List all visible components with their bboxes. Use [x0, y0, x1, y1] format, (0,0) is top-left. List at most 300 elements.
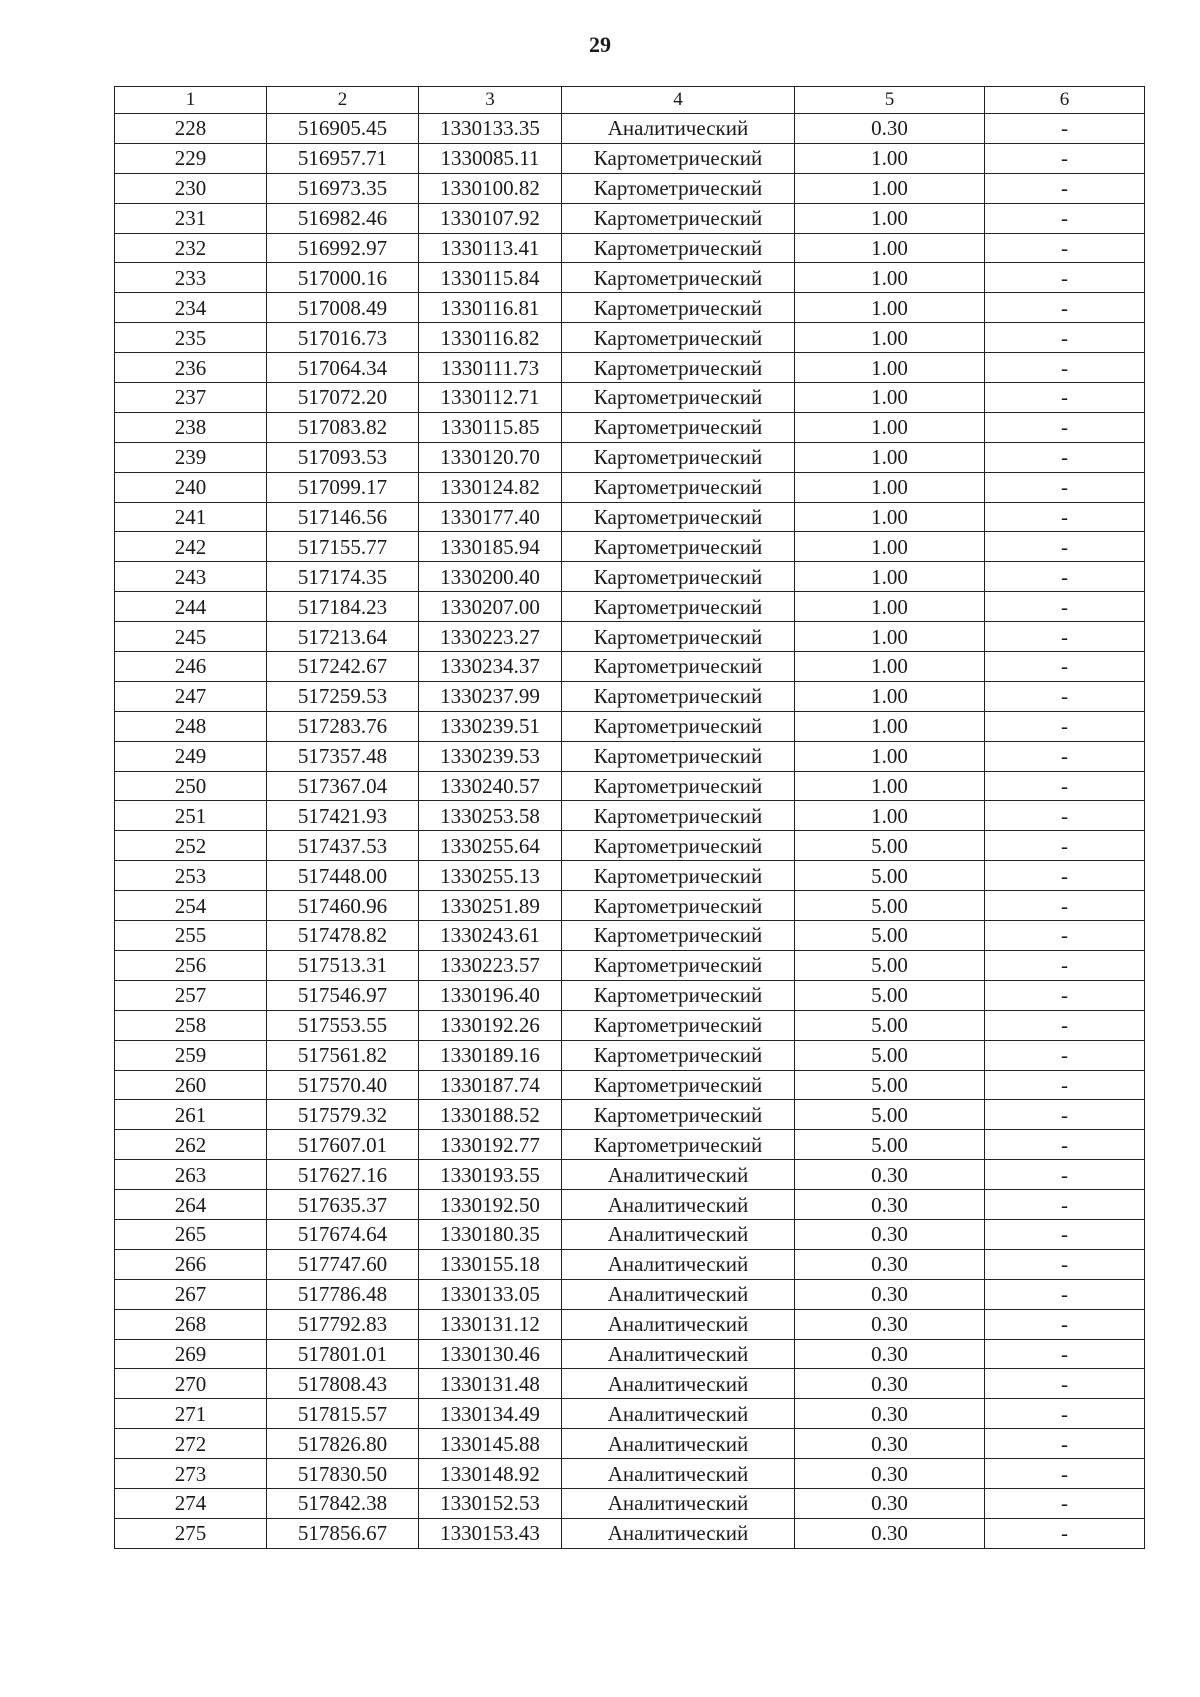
- description-cell: -: [985, 532, 1145, 562]
- x-coordinate-cell: 517437.53: [267, 831, 419, 861]
- accuracy-cell: 0.30: [795, 1459, 985, 1489]
- point-number-cell: 239: [115, 442, 267, 472]
- description-cell: -: [985, 771, 1145, 801]
- table-row: [115, 1130, 1145, 1160]
- method-cell: Картометрический: [562, 891, 795, 921]
- table-row: [115, 950, 1145, 980]
- method-cell: Аналитический: [562, 114, 795, 144]
- method-cell: Картометрический: [562, 861, 795, 891]
- method-cell: Картометрический: [562, 801, 795, 831]
- table-row: [115, 1040, 1145, 1070]
- table-row: [115, 681, 1145, 711]
- y-coordinate-cell: 1330193.55: [419, 1160, 562, 1190]
- y-coordinate-cell: 1330131.48: [419, 1369, 562, 1399]
- x-coordinate-cell: 517842.38: [267, 1488, 419, 1518]
- description-cell: -: [985, 741, 1145, 771]
- table-row: [115, 562, 1145, 592]
- point-number-cell: 265: [115, 1219, 267, 1249]
- method-cell: Картометрический: [562, 950, 795, 980]
- x-coordinate-cell: 517000.16: [267, 263, 419, 293]
- table-row: [115, 980, 1145, 1010]
- method-cell: Картометрический: [562, 353, 795, 383]
- x-coordinate-cell: 517448.00: [267, 861, 419, 891]
- description-cell: -: [985, 173, 1145, 203]
- point-number-cell: 246: [115, 652, 267, 682]
- x-coordinate-cell: 516905.45: [267, 114, 419, 144]
- y-coordinate-cell: 1330148.92: [419, 1459, 562, 1489]
- table-row: [115, 1249, 1145, 1279]
- accuracy-cell: 1.00: [795, 681, 985, 711]
- accuracy-cell: 1.00: [795, 592, 985, 622]
- description-cell: -: [985, 1339, 1145, 1369]
- description-cell: -: [985, 1070, 1145, 1100]
- column-header-5: 5: [795, 87, 985, 114]
- method-cell: Картометрический: [562, 502, 795, 532]
- accuracy-cell: 0.30: [795, 1518, 985, 1548]
- description-cell: -: [985, 1459, 1145, 1489]
- x-coordinate-cell: 517460.96: [267, 891, 419, 921]
- point-number-cell: 272: [115, 1429, 267, 1459]
- y-coordinate-cell: 1330112.71: [419, 383, 562, 413]
- x-coordinate-cell: 517155.77: [267, 532, 419, 562]
- method-cell: Картометрический: [562, 921, 795, 951]
- description-cell: -: [985, 1010, 1145, 1040]
- y-coordinate-cell: 1330239.53: [419, 741, 562, 771]
- method-cell: Аналитический: [562, 1518, 795, 1548]
- method-cell: Аналитический: [562, 1279, 795, 1309]
- y-coordinate-cell: 1330120.70: [419, 442, 562, 472]
- table-row: [115, 353, 1145, 383]
- x-coordinate-cell: 517561.82: [267, 1040, 419, 1070]
- accuracy-cell: 5.00: [795, 891, 985, 921]
- accuracy-cell: 0.30: [795, 1160, 985, 1190]
- x-coordinate-cell: 517635.37: [267, 1190, 419, 1220]
- accuracy-cell: 1.00: [795, 472, 985, 502]
- table-row: [115, 622, 1145, 652]
- point-number-cell: 242: [115, 532, 267, 562]
- point-number-cell: 238: [115, 412, 267, 442]
- method-cell: Картометрический: [562, 472, 795, 502]
- point-number-cell: 232: [115, 233, 267, 263]
- y-coordinate-cell: 1330134.49: [419, 1399, 562, 1429]
- description-cell: -: [985, 1309, 1145, 1339]
- description-cell: -: [985, 1488, 1145, 1518]
- description-cell: -: [985, 114, 1145, 144]
- accuracy-cell: 0.30: [795, 1219, 985, 1249]
- method-cell: Картометрический: [562, 1040, 795, 1070]
- y-coordinate-cell: 1330133.35: [419, 114, 562, 144]
- accuracy-cell: 1.00: [795, 801, 985, 831]
- x-coordinate-cell: 517815.57: [267, 1399, 419, 1429]
- y-coordinate-cell: 1330124.82: [419, 472, 562, 502]
- method-cell: Картометрический: [562, 711, 795, 741]
- method-cell: Аналитический: [562, 1160, 795, 1190]
- accuracy-cell: 1.00: [795, 532, 985, 562]
- description-cell: -: [985, 1429, 1145, 1459]
- point-number-cell: 255: [115, 921, 267, 951]
- method-cell: Аналитический: [562, 1369, 795, 1399]
- point-number-cell: 235: [115, 323, 267, 353]
- method-cell: Картометрический: [562, 622, 795, 652]
- y-coordinate-cell: 1330240.57: [419, 771, 562, 801]
- point-number-cell: 229: [115, 143, 267, 173]
- accuracy-cell: 0.30: [795, 1190, 985, 1220]
- x-coordinate-cell: 517579.32: [267, 1100, 419, 1130]
- accuracy-cell: 5.00: [795, 861, 985, 891]
- accuracy-cell: 1.00: [795, 622, 985, 652]
- method-cell: Аналитический: [562, 1309, 795, 1339]
- accuracy-cell: 0.30: [795, 1309, 985, 1339]
- method-cell: Картометрический: [562, 1100, 795, 1130]
- accuracy-cell: 5.00: [795, 921, 985, 951]
- point-number-cell: 264: [115, 1190, 267, 1220]
- accuracy-cell: 1.00: [795, 442, 985, 472]
- accuracy-cell: 1.00: [795, 502, 985, 532]
- description-cell: -: [985, 263, 1145, 293]
- accuracy-cell: 5.00: [795, 1040, 985, 1070]
- method-cell: Картометрический: [562, 412, 795, 442]
- y-coordinate-cell: 1330116.81: [419, 293, 562, 323]
- accuracy-cell: 5.00: [795, 1070, 985, 1100]
- method-cell: Картометрический: [562, 652, 795, 682]
- accuracy-cell: 1.00: [795, 263, 985, 293]
- method-cell: Картометрический: [562, 592, 795, 622]
- point-number-cell: 248: [115, 711, 267, 741]
- x-coordinate-cell: 517242.67: [267, 652, 419, 682]
- accuracy-cell: 5.00: [795, 831, 985, 861]
- point-number-cell: 275: [115, 1518, 267, 1548]
- point-number-cell: 261: [115, 1100, 267, 1130]
- point-number-cell: 233: [115, 263, 267, 293]
- point-number-cell: 273: [115, 1459, 267, 1489]
- table-row: [115, 801, 1145, 831]
- method-cell: Аналитический: [562, 1488, 795, 1518]
- point-number-cell: 243: [115, 562, 267, 592]
- method-cell: Картометрический: [562, 173, 795, 203]
- point-number-cell: 266: [115, 1249, 267, 1279]
- table-row: [115, 293, 1145, 323]
- method-cell: Картометрический: [562, 741, 795, 771]
- y-coordinate-cell: 1330152.53: [419, 1488, 562, 1518]
- method-cell: Картометрический: [562, 980, 795, 1010]
- description-cell: -: [985, 652, 1145, 682]
- header-row: [115, 87, 1145, 114]
- description-cell: -: [985, 711, 1145, 741]
- x-coordinate-cell: 517367.04: [267, 771, 419, 801]
- point-number-cell: 245: [115, 622, 267, 652]
- table-row: [115, 1190, 1145, 1220]
- y-coordinate-cell: 1330130.46: [419, 1339, 562, 1369]
- method-cell: Аналитический: [562, 1399, 795, 1429]
- x-coordinate-cell: 517174.35: [267, 562, 419, 592]
- description-cell: -: [985, 592, 1145, 622]
- description-cell: -: [985, 353, 1145, 383]
- table-row: [115, 1399, 1145, 1429]
- description-cell: -: [985, 921, 1145, 951]
- description-cell: -: [985, 562, 1145, 592]
- point-number-cell: 269: [115, 1339, 267, 1369]
- table-row: [115, 532, 1145, 562]
- y-coordinate-cell: 1330113.41: [419, 233, 562, 263]
- table-row: [115, 1339, 1145, 1369]
- method-cell: Картометрический: [562, 293, 795, 323]
- table-row: [115, 652, 1145, 682]
- accuracy-cell: 1.00: [795, 652, 985, 682]
- x-coordinate-cell: 517607.01: [267, 1130, 419, 1160]
- table-row: [115, 921, 1145, 951]
- table-row: [115, 1459, 1145, 1489]
- point-number-cell: 237: [115, 383, 267, 413]
- accuracy-cell: 1.00: [795, 353, 985, 383]
- point-number-cell: 260: [115, 1070, 267, 1100]
- x-coordinate-cell: 517099.17: [267, 472, 419, 502]
- accuracy-cell: 1.00: [795, 173, 985, 203]
- y-coordinate-cell: 1330187.74: [419, 1070, 562, 1100]
- method-cell: Картометрический: [562, 1130, 795, 1160]
- point-number-cell: 228: [115, 114, 267, 144]
- point-number-cell: 234: [115, 293, 267, 323]
- table-row: [115, 114, 1145, 144]
- accuracy-cell: 1.00: [795, 293, 985, 323]
- table-row: [115, 1279, 1145, 1309]
- accuracy-cell: 1.00: [795, 741, 985, 771]
- description-cell: -: [985, 1399, 1145, 1429]
- y-coordinate-cell: 1330153.43: [419, 1518, 562, 1548]
- y-coordinate-cell: 1330185.94: [419, 532, 562, 562]
- x-coordinate-cell: 517792.83: [267, 1309, 419, 1339]
- table-row: [115, 1100, 1145, 1130]
- accuracy-cell: 0.30: [795, 1399, 985, 1429]
- point-number-cell: 240: [115, 472, 267, 502]
- description-cell: -: [985, 622, 1145, 652]
- point-number-cell: 268: [115, 1309, 267, 1339]
- accuracy-cell: 1.00: [795, 233, 985, 263]
- x-coordinate-cell: 517008.49: [267, 293, 419, 323]
- description-cell: -: [985, 980, 1145, 1010]
- description-cell: -: [985, 1518, 1145, 1548]
- y-coordinate-cell: 1330133.05: [419, 1279, 562, 1309]
- y-coordinate-cell: 1330196.40: [419, 980, 562, 1010]
- table-row: [115, 1219, 1145, 1249]
- y-coordinate-cell: 1330100.82: [419, 173, 562, 203]
- y-coordinate-cell: 1330107.92: [419, 203, 562, 233]
- y-coordinate-cell: 1330116.82: [419, 323, 562, 353]
- y-coordinate-cell: 1330177.40: [419, 502, 562, 532]
- method-cell: Аналитический: [562, 1429, 795, 1459]
- y-coordinate-cell: 1330188.52: [419, 1100, 562, 1130]
- method-cell: Картометрический: [562, 233, 795, 263]
- y-coordinate-cell: 1330251.89: [419, 891, 562, 921]
- x-coordinate-cell: 517421.93: [267, 801, 419, 831]
- description-cell: -: [985, 293, 1145, 323]
- column-header-1: 1: [115, 87, 267, 114]
- description-cell: -: [985, 950, 1145, 980]
- description-cell: -: [985, 681, 1145, 711]
- x-coordinate-cell: 517478.82: [267, 921, 419, 951]
- description-cell: -: [985, 1369, 1145, 1399]
- method-cell: Картометрический: [562, 442, 795, 472]
- table-row: [115, 1309, 1145, 1339]
- y-coordinate-cell: 1330255.64: [419, 831, 562, 861]
- point-number-cell: 249: [115, 741, 267, 771]
- method-cell: Картометрический: [562, 771, 795, 801]
- y-coordinate-cell: 1330145.88: [419, 1429, 562, 1459]
- table-row: [115, 1429, 1145, 1459]
- table-body: [115, 114, 1145, 1549]
- table-row: [115, 323, 1145, 353]
- method-cell: Картометрический: [562, 383, 795, 413]
- y-coordinate-cell: 1330192.50: [419, 1190, 562, 1220]
- table-row: [115, 741, 1145, 771]
- accuracy-cell: 5.00: [795, 1010, 985, 1040]
- table-row: [115, 1010, 1145, 1040]
- description-cell: -: [985, 323, 1145, 353]
- x-coordinate-cell: 517064.34: [267, 353, 419, 383]
- column-header-2: 2: [267, 87, 419, 114]
- method-cell: Картометрический: [562, 831, 795, 861]
- coordinates-table: [114, 86, 1145, 1549]
- x-coordinate-cell: 517283.76: [267, 711, 419, 741]
- point-number-cell: 256: [115, 950, 267, 980]
- accuracy-cell: 1.00: [795, 562, 985, 592]
- y-coordinate-cell: 1330253.58: [419, 801, 562, 831]
- point-number-cell: 250: [115, 771, 267, 801]
- table-row: [115, 442, 1145, 472]
- description-cell: -: [985, 1249, 1145, 1279]
- y-coordinate-cell: 1330192.77: [419, 1130, 562, 1160]
- method-cell: Картометрический: [562, 1010, 795, 1040]
- x-coordinate-cell: 517801.01: [267, 1339, 419, 1369]
- point-number-cell: 259: [115, 1040, 267, 1070]
- point-number-cell: 257: [115, 980, 267, 1010]
- y-coordinate-cell: 1330223.27: [419, 622, 562, 652]
- x-coordinate-cell: 517357.48: [267, 741, 419, 771]
- accuracy-cell: 1.00: [795, 383, 985, 413]
- point-number-cell: 262: [115, 1130, 267, 1160]
- y-coordinate-cell: 1330255.13: [419, 861, 562, 891]
- x-coordinate-cell: 516957.71: [267, 143, 419, 173]
- description-cell: -: [985, 1040, 1145, 1070]
- y-coordinate-cell: 1330239.51: [419, 711, 562, 741]
- x-coordinate-cell: 517146.56: [267, 502, 419, 532]
- x-coordinate-cell: 517786.48: [267, 1279, 419, 1309]
- accuracy-cell: 1.00: [795, 771, 985, 801]
- description-cell: -: [985, 1279, 1145, 1309]
- accuracy-cell: 1.00: [795, 143, 985, 173]
- accuracy-cell: 0.30: [795, 1339, 985, 1369]
- point-number-cell: 236: [115, 353, 267, 383]
- y-coordinate-cell: 1330115.84: [419, 263, 562, 293]
- table-row: [115, 891, 1145, 921]
- method-cell: Картометрический: [562, 323, 795, 353]
- y-coordinate-cell: 1330085.11: [419, 143, 562, 173]
- point-number-cell: 251: [115, 801, 267, 831]
- column-header-3: 3: [419, 87, 562, 114]
- method-cell: Картометрический: [562, 143, 795, 173]
- method-cell: Аналитический: [562, 1339, 795, 1369]
- method-cell: Картометрический: [562, 203, 795, 233]
- x-coordinate-cell: 517513.31: [267, 950, 419, 980]
- accuracy-cell: 0.30: [795, 1369, 985, 1399]
- table-row: [115, 383, 1145, 413]
- x-coordinate-cell: 517016.73: [267, 323, 419, 353]
- y-coordinate-cell: 1330189.16: [419, 1040, 562, 1070]
- point-number-cell: 270: [115, 1369, 267, 1399]
- description-cell: -: [985, 233, 1145, 263]
- description-cell: -: [985, 1190, 1145, 1220]
- table-row: [115, 861, 1145, 891]
- y-coordinate-cell: 1330234.37: [419, 652, 562, 682]
- table-row: [115, 1488, 1145, 1518]
- x-coordinate-cell: 516982.46: [267, 203, 419, 233]
- description-cell: -: [985, 143, 1145, 173]
- table-row: [115, 1369, 1145, 1399]
- point-number-cell: 258: [115, 1010, 267, 1040]
- x-coordinate-cell: 517553.55: [267, 1010, 419, 1040]
- description-cell: -: [985, 831, 1145, 861]
- point-number-cell: 253: [115, 861, 267, 891]
- x-coordinate-cell: 517570.40: [267, 1070, 419, 1100]
- description-cell: -: [985, 1100, 1145, 1130]
- y-coordinate-cell: 1330111.73: [419, 353, 562, 383]
- x-coordinate-cell: 517627.16: [267, 1160, 419, 1190]
- table-row: [115, 1518, 1145, 1548]
- table-row: [115, 711, 1145, 741]
- accuracy-cell: 1.00: [795, 203, 985, 233]
- table-row: [115, 1160, 1145, 1190]
- table-row: [115, 771, 1145, 801]
- accuracy-cell: 5.00: [795, 1100, 985, 1130]
- method-cell: Картометрический: [562, 1070, 795, 1100]
- y-coordinate-cell: 1330180.35: [419, 1219, 562, 1249]
- method-cell: Аналитический: [562, 1459, 795, 1489]
- table-row: [115, 173, 1145, 203]
- column-header-6: 6: [985, 87, 1145, 114]
- page-number: 29: [589, 32, 611, 57]
- table-row: [115, 233, 1145, 263]
- point-number-cell: 244: [115, 592, 267, 622]
- method-cell: Аналитический: [562, 1249, 795, 1279]
- method-cell: Картометрический: [562, 263, 795, 293]
- x-coordinate-cell: 517213.64: [267, 622, 419, 652]
- table-row: [115, 1070, 1145, 1100]
- x-coordinate-cell: 517184.23: [267, 592, 419, 622]
- y-coordinate-cell: 1330192.26: [419, 1010, 562, 1040]
- table-header: [115, 87, 1145, 114]
- accuracy-cell: 1.00: [795, 412, 985, 442]
- table-row: [115, 412, 1145, 442]
- x-coordinate-cell: 517093.53: [267, 442, 419, 472]
- point-number-cell: 231: [115, 203, 267, 233]
- point-number-cell: 271: [115, 1399, 267, 1429]
- method-cell: Картометрический: [562, 562, 795, 592]
- x-coordinate-cell: 516992.97: [267, 233, 419, 263]
- x-coordinate-cell: 517072.20: [267, 383, 419, 413]
- point-number-cell: 254: [115, 891, 267, 921]
- accuracy-cell: 0.30: [795, 1429, 985, 1459]
- y-coordinate-cell: 1330200.40: [419, 562, 562, 592]
- description-cell: -: [985, 203, 1145, 233]
- x-coordinate-cell: 516973.35: [267, 173, 419, 203]
- y-coordinate-cell: 1330131.12: [419, 1309, 562, 1339]
- description-cell: -: [985, 383, 1145, 413]
- y-coordinate-cell: 1330115.85: [419, 412, 562, 442]
- method-cell: Картометрический: [562, 681, 795, 711]
- table-row: [115, 263, 1145, 293]
- accuracy-cell: 0.30: [795, 1279, 985, 1309]
- accuracy-cell: 5.00: [795, 1130, 985, 1160]
- description-cell: -: [985, 412, 1145, 442]
